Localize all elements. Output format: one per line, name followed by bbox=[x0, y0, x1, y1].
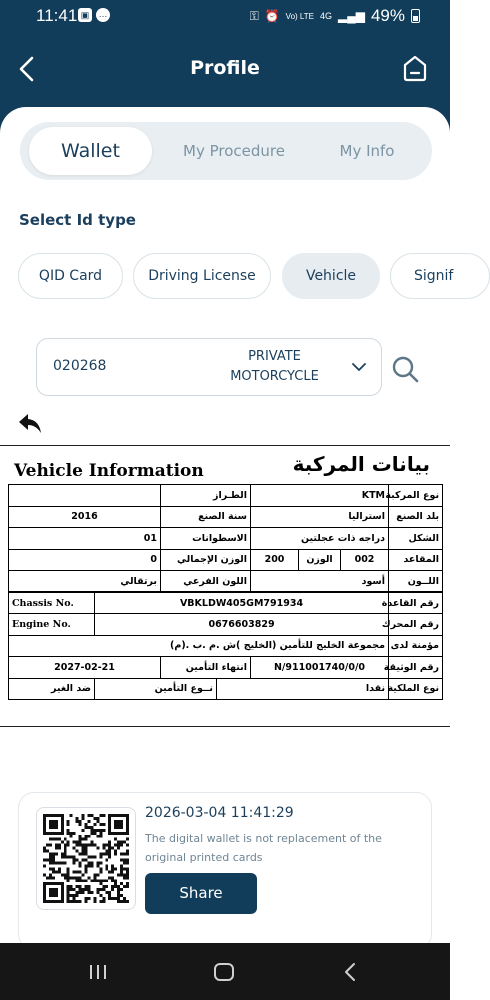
table-row bbox=[9, 571, 443, 593]
label-chassis-en: Chassis No. bbox=[9, 592, 95, 614]
wallet-disclaimer: The digital wallet is not replacement of the original printed cards bbox=[145, 832, 382, 864]
label-chassis-ar: رقم القاعدة bbox=[389, 592, 443, 614]
label-gross-weight: الوزن الإجمالي bbox=[161, 549, 251, 571]
plate-type-line2: MOTORCYCLE bbox=[230, 369, 319, 384]
table-row bbox=[9, 506, 443, 528]
value-engine: 0676603829 bbox=[95, 614, 389, 636]
chip-vehicle[interactable]: Vehicle bbox=[282, 253, 380, 299]
value-seats: 002 bbox=[341, 549, 389, 571]
value-cylinders: 01 bbox=[9, 528, 161, 550]
notification-icons bbox=[78, 8, 110, 22]
label-make: نوع المركبة bbox=[389, 485, 443, 507]
label-seats: المقاعد bbox=[389, 549, 443, 571]
vehicle-info-title-en: Vehicle Information bbox=[14, 461, 204, 481]
label-insurance-expiry: انتهاء التأمين bbox=[161, 657, 251, 679]
label-sub-color: اللون الفرعي bbox=[161, 571, 251, 593]
signal-icon: ▂▄▆ bbox=[338, 9, 365, 23]
id-type-chips bbox=[0, 253, 454, 299]
label-shape: الشكل bbox=[389, 528, 443, 550]
value-insurance-expiry: 2027-02-21 bbox=[9, 657, 161, 679]
label-ownership: نوع الملكية bbox=[389, 678, 443, 700]
value-year: 2016 bbox=[9, 506, 161, 528]
network-label: 4G bbox=[319, 11, 332, 21]
vehicle-info-card bbox=[0, 445, 450, 727]
value-ownership: نقدا bbox=[217, 678, 389, 700]
value-chassis: VBKLDW405GM791934 bbox=[95, 592, 389, 614]
gallery-notification-icon: ▣ bbox=[78, 8, 92, 22]
value-insurer: مجموعة الخليج للتأمين (الخليج )ش .م .ب .(م) bbox=[9, 635, 389, 657]
chevron-down-icon[interactable] bbox=[351, 359, 367, 375]
value-sub-color: برتقالي bbox=[9, 571, 161, 593]
chip-qid-card[interactable]: QID Card bbox=[18, 253, 123, 299]
status-bar bbox=[0, 0, 450, 32]
search-icon[interactable] bbox=[391, 355, 419, 383]
label-weight: الوزن bbox=[299, 549, 341, 571]
tab-wallet[interactable]: Wallet bbox=[29, 127, 152, 175]
vehicle-info-title-ar: بيانات المركبة bbox=[292, 452, 430, 476]
alarm-icon: ⏰ bbox=[264, 9, 280, 23]
plate-type-line1: PRIVATE bbox=[248, 349, 301, 364]
label-country: بلد الصنع bbox=[389, 506, 443, 528]
label-color: اللــون bbox=[389, 571, 443, 593]
status-right bbox=[250, 6, 420, 26]
vehicle-info-table bbox=[8, 484, 443, 700]
value-color: أسود bbox=[251, 571, 389, 593]
value-policy: N/911001740/0/0 bbox=[251, 657, 389, 679]
label-year: سنة الصنع bbox=[161, 506, 251, 528]
wallet-timestamp: 2026-03-04 11:41:29 bbox=[145, 805, 294, 821]
tab-my-info[interactable]: My Info bbox=[339, 142, 395, 160]
back-nav-icon[interactable] bbox=[340, 962, 360, 982]
recents-icon[interactable] bbox=[88, 964, 108, 980]
table-row bbox=[9, 614, 443, 636]
table-row bbox=[9, 485, 443, 507]
plate-number-input[interactable] bbox=[53, 358, 173, 374]
table-row bbox=[9, 592, 443, 614]
select-id-type-label: Select Id type bbox=[19, 211, 136, 229]
key-icon: ⚿ bbox=[249, 8, 259, 23]
value-country: استراليا bbox=[251, 506, 389, 528]
value-weight: 200 bbox=[251, 549, 299, 571]
value-gross-weight: 0 bbox=[9, 549, 161, 571]
table-row bbox=[9, 528, 443, 550]
plate-search-field bbox=[36, 338, 382, 396]
label-model: الطـراز bbox=[161, 485, 251, 507]
page-title: Profile bbox=[190, 57, 260, 79]
tab-my-procedure[interactable]: My Procedure bbox=[183, 142, 285, 160]
label-policy: رقم الوثيقة bbox=[389, 657, 443, 679]
table-row bbox=[9, 635, 443, 657]
plate-type-select[interactable] bbox=[207, 347, 342, 387]
label-engine-en: Engine No. bbox=[9, 614, 95, 636]
message-notification-icon: … bbox=[96, 8, 110, 22]
status-time: 11:41 bbox=[36, 6, 78, 25]
reply-arrow-icon[interactable] bbox=[18, 412, 42, 434]
value-shape: دراجه ذات عجلتين bbox=[251, 528, 389, 550]
wallet-qr-card bbox=[18, 792, 432, 950]
qr-code-icon bbox=[36, 807, 136, 910]
value-insurance-type: ضد الغير bbox=[9, 678, 95, 700]
table-row bbox=[9, 678, 443, 700]
content-sheet bbox=[0, 107, 454, 1000]
qr-code-graphic bbox=[43, 814, 129, 903]
chip-driving-license[interactable]: Driving License bbox=[133, 253, 271, 299]
label-engine-ar: رقم المحرك bbox=[389, 614, 443, 636]
share-button[interactable]: Share bbox=[145, 873, 257, 914]
table-row bbox=[9, 549, 443, 571]
value-make: KTM bbox=[251, 485, 389, 507]
home-icon[interactable] bbox=[402, 54, 428, 82]
profile-tabs bbox=[20, 122, 432, 180]
label-cylinders: الاسطوانات bbox=[161, 528, 251, 550]
label-insurer: مؤمنة لدى bbox=[389, 635, 443, 657]
battery-percent: 49% bbox=[370, 6, 405, 25]
system-nav-bar bbox=[0, 943, 450, 1000]
home-nav-icon[interactable] bbox=[214, 963, 234, 981]
table-row bbox=[9, 657, 443, 679]
label-insurance-type: نــوع التأمين bbox=[95, 678, 217, 700]
chip-signif[interactable]: Signif bbox=[390, 253, 490, 299]
battery-icon bbox=[411, 9, 420, 23]
volte-label: Vo) LTE bbox=[285, 11, 314, 21]
